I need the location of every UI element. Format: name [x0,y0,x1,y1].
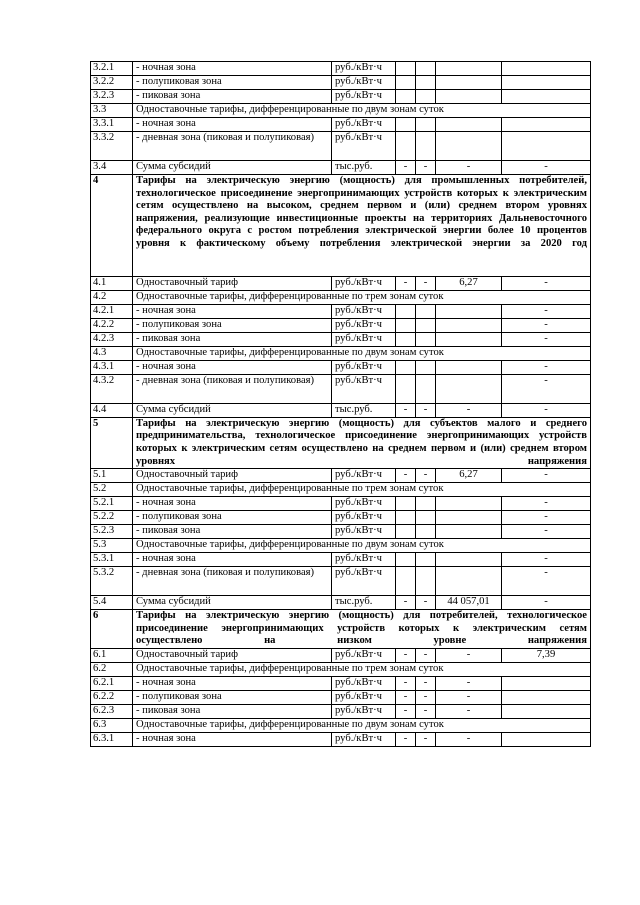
section-header-row [91,417,591,468]
table-row [91,690,591,704]
value-cell-1: - [396,596,416,610]
value-cell-4: - [502,403,591,417]
row-number: 6.3.1 [91,732,133,746]
table-row [91,662,591,676]
row-unit: руб./кВт·ч [332,648,396,662]
row-group-title: Одноставочные тарифы, дифференцированные по двум зонам суток [133,718,591,732]
value-cell-1 [396,332,416,346]
table-row [91,704,591,718]
row-number: 3.3.2 [91,132,133,161]
value-cell-1 [396,304,416,318]
row-group-title: Одноставочные тарифы, дифференцированные по трем зонам суток [133,290,591,304]
row-number: 6.2.3 [91,704,133,718]
value-cell-3 [436,132,502,161]
table-row [91,718,591,732]
value-cell-1 [396,318,416,332]
value-cell-2: - [416,704,436,718]
value-cell-2: - [416,403,436,417]
tariff-table [90,61,591,747]
row-name: - пиковая зона [133,525,332,539]
row-number: 4.2 [91,290,133,304]
row-name: - ночная зона [133,732,332,746]
row-name: - полупиковая зона [133,76,332,90]
value-cell-1 [396,374,416,403]
table-row [91,304,591,318]
row-group-title: Одноставочные тарифы, дифференцированные по двум зонам суток [133,346,591,360]
row-name: - дневная зона (пиковая и полупиковая) [133,132,332,161]
row-name: Сумма субсидий [133,403,332,417]
value-cell-4: - [502,304,591,318]
section-title: Тарифы на электрическую энергию (мощность) для промышленных потребителей, технологическое присоединение энергопринимающих устройств которых к электрическим сетям осуществлено на высоком, среднем первом и (или) среднем втором уровнях напряжения, реализующие инвестиционные проекты на территориях Дальневосточного федерального округа с ростом потребления электрической энергии более 10 процентов уровня к фактическому объему потребления электрической энергии за 2020 год [133,175,591,277]
row-name: - ночная зона [133,497,332,511]
value-cell-2 [416,497,436,511]
value-cell-4: - [502,567,591,596]
row-unit: руб./кВт·ч [332,318,396,332]
value-cell-1: - [396,469,416,483]
value-cell-2: - [416,732,436,746]
value-cell-3 [436,511,502,525]
row-unit: руб./кВт·ч [332,567,396,596]
value-cell-1 [396,62,416,76]
row-unit: руб./кВт·ч [332,676,396,690]
row-number: 4.2.1 [91,304,133,318]
value-cell-4: - [502,469,591,483]
row-unit: тыс.руб. [332,596,396,610]
row-number: 4.3.1 [91,360,133,374]
row-number: 4.1 [91,276,133,290]
row-unit: руб./кВт·ч [332,118,396,132]
row-number: 5.3 [91,539,133,553]
value-cell-1: - [396,676,416,690]
value-cell-4 [502,118,591,132]
value-cell-1 [396,553,416,567]
value-cell-4 [502,62,591,76]
value-cell-1: - [396,690,416,704]
value-cell-3 [436,62,502,76]
row-number: 5.2 [91,483,133,497]
value-cell-2 [416,318,436,332]
value-cell-2 [416,62,436,76]
value-cell-3 [436,118,502,132]
value-cell-2: - [416,676,436,690]
value-cell-3 [436,304,502,318]
value-cell-4 [502,704,591,718]
section-number: 5 [91,417,133,468]
row-number: 3.2.3 [91,90,133,104]
table-row [91,161,591,175]
value-cell-1: - [396,648,416,662]
value-cell-1: - [396,276,416,290]
value-cell-3 [436,318,502,332]
row-number: 5.4 [91,596,133,610]
section-number: 6 [91,610,133,649]
row-unit: руб./кВт·ч [332,360,396,374]
row-number: 6.2 [91,662,133,676]
row-name: Одноставочный тариф [133,648,332,662]
value-cell-2 [416,90,436,104]
value-cell-4 [502,676,591,690]
row-name: - полупиковая зона [133,318,332,332]
value-cell-4: 7,39 [502,648,591,662]
row-name: Одноставочный тариф [133,469,332,483]
row-number: 4.2.3 [91,332,133,346]
value-cell-4 [502,132,591,161]
table-row [91,525,591,539]
value-cell-3 [436,567,502,596]
value-cell-3 [436,497,502,511]
row-unit: тыс.руб. [332,403,396,417]
table-row [91,596,591,610]
value-cell-4: - [502,161,591,175]
value-cell-3: - [436,704,502,718]
section-title: Тарифы на электрическую энергию (мощность) для потребителей, технологическое присоединение энергопринимающих устройств которых к электрическим сетям осуществлено на низком уровне напряжения [133,610,591,649]
value-cell-2 [416,132,436,161]
table-row [91,360,591,374]
row-group-title: Одноставочные тарифы, дифференцированные по трем зонам суток [133,483,591,497]
row-unit: тыс.руб. [332,161,396,175]
row-name: - ночная зона [133,304,332,318]
value-cell-1: - [396,732,416,746]
row-unit: руб./кВт·ч [332,704,396,718]
value-cell-2: - [416,648,436,662]
table-row [91,511,591,525]
value-cell-4 [502,732,591,746]
row-unit: руб./кВт·ч [332,276,396,290]
value-cell-2 [416,511,436,525]
row-unit: руб./кВт·ч [332,732,396,746]
value-cell-1 [396,118,416,132]
value-cell-4: - [502,374,591,403]
row-unit: руб./кВт·ч [332,304,396,318]
value-cell-2 [416,374,436,403]
value-cell-3 [436,76,502,90]
row-unit: руб./кВт·ч [332,132,396,161]
table-row [91,104,591,118]
value-cell-3: 6,27 [436,276,502,290]
row-name: - пиковая зона [133,704,332,718]
value-cell-4: - [502,553,591,567]
row-number: 3.2.1 [91,62,133,76]
row-unit: руб./кВт·ч [332,76,396,90]
row-name: Сумма субсидий [133,161,332,175]
row-name: - ночная зона [133,676,332,690]
table-row [91,497,591,511]
value-cell-4 [502,90,591,104]
value-cell-3: - [436,161,502,175]
row-unit: руб./кВт·ч [332,553,396,567]
row-number: 6.2.1 [91,676,133,690]
table-row [91,346,591,360]
value-cell-2: - [416,690,436,704]
value-cell-2 [416,567,436,596]
value-cell-2: - [416,161,436,175]
row-number: 4.4 [91,403,133,417]
value-cell-4: - [502,511,591,525]
table-row [91,732,591,746]
value-cell-1 [396,497,416,511]
table-row [91,132,591,161]
table-row [91,469,591,483]
value-cell-3: - [436,690,502,704]
value-cell-1 [396,360,416,374]
table-row [91,318,591,332]
table-row [91,676,591,690]
value-cell-3 [436,553,502,567]
value-cell-2 [416,553,436,567]
value-cell-3 [436,90,502,104]
row-name: - полупиковая зона [133,511,332,525]
section-title: Тарифы на электрическую энергию (мощность) для субъектов малого и среднего предпринимательства, технологическое присоединение энергопринимающих устройств которых к электрическим сетям осуществлено на среднем первом и (или) среднем втором уровнях напряжения [133,417,591,468]
row-unit: руб./кВт·ч [332,690,396,704]
value-cell-1: - [396,161,416,175]
row-name: Одноставочный тариф [133,276,332,290]
table-row [91,118,591,132]
table-row [91,553,591,567]
table-row [91,332,591,346]
value-cell-1 [396,525,416,539]
table-row [91,374,591,403]
value-cell-4: - [502,332,591,346]
value-cell-4: - [502,497,591,511]
value-cell-2 [416,332,436,346]
value-cell-2 [416,76,436,90]
value-cell-3 [436,332,502,346]
row-number: 4.2.2 [91,318,133,332]
row-number: 3.3 [91,104,133,118]
value-cell-3: 44 057,01 [436,596,502,610]
row-number: 6.2.2 [91,690,133,704]
tariff-table-body [91,62,591,747]
row-number: 3.3.1 [91,118,133,132]
section-header-row [91,175,591,277]
table-row [91,648,591,662]
row-name: Сумма субсидий [133,596,332,610]
value-cell-3: 6,27 [436,469,502,483]
table-row [91,62,591,76]
table-row [91,90,591,104]
row-unit: руб./кВт·ч [332,62,396,76]
value-cell-2: - [416,276,436,290]
value-cell-3 [436,525,502,539]
value-cell-1 [396,511,416,525]
value-cell-3: - [436,648,502,662]
value-cell-2 [416,360,436,374]
value-cell-1 [396,90,416,104]
row-name: - ночная зона [133,62,332,76]
row-group-title: Одноставочные тарифы, дифференцированные по двум зонам суток [133,104,591,118]
table-row [91,483,591,497]
row-number: 5.2.1 [91,497,133,511]
row-number: 4.3 [91,346,133,360]
value-cell-1 [396,76,416,90]
row-unit: руб./кВт·ч [332,525,396,539]
value-cell-3: - [436,676,502,690]
row-name: - полупиковая зона [133,690,332,704]
table-row [91,567,591,596]
row-name: - дневная зона (пиковая и полупиковая) [133,374,332,403]
row-name: - ночная зона [133,118,332,132]
section-header-row [91,610,591,649]
value-cell-2: - [416,469,436,483]
value-cell-2 [416,525,436,539]
row-unit: руб./кВт·ч [332,469,396,483]
section-number: 4 [91,175,133,277]
value-cell-1: - [396,403,416,417]
value-cell-3 [436,374,502,403]
row-number: 4.3.2 [91,374,133,403]
value-cell-4: - [502,276,591,290]
value-cell-2: - [416,596,436,610]
value-cell-4: - [502,318,591,332]
row-name: - пиковая зона [133,90,332,104]
row-name: - ночная зона [133,360,332,374]
row-group-title: Одноставочные тарифы, дифференцированные по двум зонам суток [133,539,591,553]
row-number: 3.2.2 [91,76,133,90]
table-row [91,290,591,304]
value-cell-4: - [502,596,591,610]
row-number: 5.3.1 [91,553,133,567]
row-unit: руб./кВт·ч [332,511,396,525]
table-row [91,76,591,90]
row-number: 6.1 [91,648,133,662]
row-unit: руб./кВт·ч [332,374,396,403]
row-number: 5.2.2 [91,511,133,525]
value-cell-1 [396,567,416,596]
row-name: - ночная зона [133,553,332,567]
value-cell-4: - [502,525,591,539]
table-row [91,276,591,290]
value-cell-1 [396,132,416,161]
value-cell-4 [502,690,591,704]
row-name: - пиковая зона [133,332,332,346]
row-name: - дневная зона (пиковая и полупиковая) [133,567,332,596]
table-row [91,539,591,553]
value-cell-3 [436,360,502,374]
row-unit: руб./кВт·ч [332,90,396,104]
row-unit: руб./кВт·ч [332,497,396,511]
value-cell-2 [416,118,436,132]
value-cell-3: - [436,732,502,746]
value-cell-4: - [502,360,591,374]
value-cell-3: - [436,403,502,417]
value-cell-4 [502,76,591,90]
value-cell-1: - [396,704,416,718]
row-number: 6.3 [91,718,133,732]
row-number: 3.4 [91,161,133,175]
row-number: 5.1 [91,469,133,483]
row-number: 5.3.2 [91,567,133,596]
table-row [91,403,591,417]
row-group-title: Одноставочные тарифы, дифференцированные по трем зонам суток [133,662,591,676]
value-cell-2 [416,304,436,318]
row-number: 5.2.3 [91,525,133,539]
row-unit: руб./кВт·ч [332,332,396,346]
